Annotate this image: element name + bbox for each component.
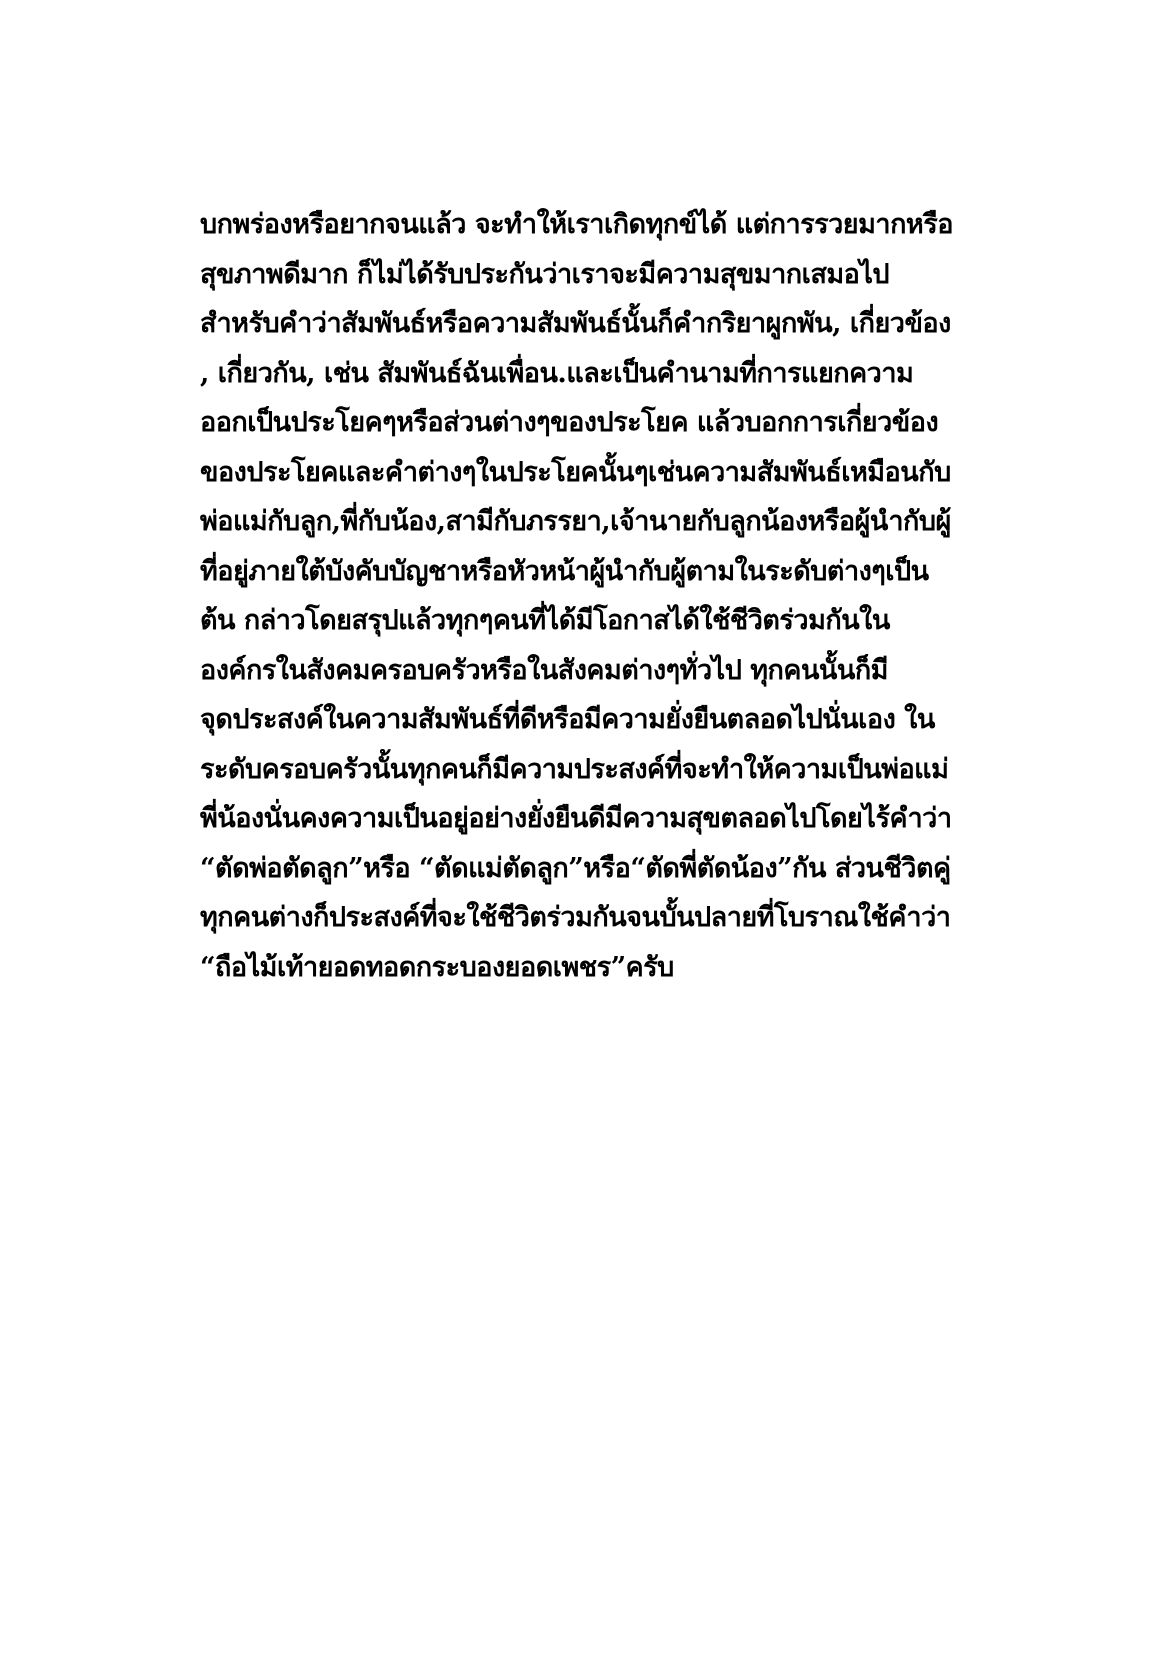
text-line: ระดับครอบครัวนั้นทุกคนก็มีความประสงค์ที่จะทำให้ความเป็นพ่อแม่ bbox=[200, 753, 949, 785]
text-line: ออกเป็นประโยคๆหรือส่วนต่างๆของประโยค แล้วบอกการเกี่ยวข้อง bbox=[200, 407, 939, 438]
text-line: พี่น้องนั่นคงความเป็นอยู่อย่างยั่งยืนดีมีความสุขตลอดไปโดยไร้คำว่า bbox=[200, 803, 952, 834]
text-line: “ถือไม้เท้ายอดทอดกระบองยอดเพชร”ครับ bbox=[200, 951, 674, 983]
text-line: ทุกคนต่างก็ประสงค์ที่จะใช้ชีวิตร่วมกันจนบั้นปลายที่โบราณใช้คำว่า bbox=[200, 902, 951, 933]
text-line: สำหรับคำว่าสัมพันธ์หรือความสัมพันธ์นั้นก็คำกริยาผูกพัน, เกี่ยวข้อง bbox=[200, 308, 951, 339]
text-line: สุขภาพดีมาก ก็ไม่ได้รับประกันว่าเราจะมีความสุขมากเสมอไป bbox=[200, 258, 890, 290]
text-line: บกพร่องหรือยากจนแล้ว จะทำให้เราเกิดทุกข์ได้ แต่การรวยมากหรือ bbox=[200, 209, 953, 240]
text-line: , เกี่ยวกัน, เช่น สัมพันธ์ฉันเพื่อน.และเป็นคำนามที่การแยกความ bbox=[200, 357, 914, 389]
text-line: พ่อแม่กับลูก,พี่กับน้อง,สามีกับภรรยา,เจ้านายกับลูกน้องหรือผู้นำกับผู้ bbox=[200, 506, 951, 537]
text-line: “ตัดพ่อตัดลูก”หรือ “ตัดแม่ตัดลูก”หรือ“ตัดพี่ตัดน้อง”กัน ส่วนชีวิตคู่ bbox=[200, 852, 951, 884]
text-line: ต้น กล่าวโดยสรุปแล้วทุกๆคนที่ได้มีโอกาสได้ใช้ชีวิตร่วมกันใน bbox=[200, 605, 890, 636]
text-line: ของประโยคและคำต่างๆในประโยคนั้นๆเช่นความสัมพันธ์เหมือนกับ bbox=[200, 456, 951, 488]
text-line: องค์กรในสังคมครอบครัวหรือในสังคมต่างๆทั่วไป ทุกคนนั้นก็มี bbox=[200, 654, 888, 686]
text-line: จุดประสงค์ในความสัมพันธ์ที่ดีหรือมีความยั่งยืนตลอดไปนั่นเอง ใน bbox=[200, 704, 935, 735]
body-paragraph bbox=[200, 200, 990, 992]
text-line: ที่อยู่ภายใต้บังคับบัญชาหรือหัวหน้าผู้นำกับผู้ตามในระดับต่างๆเป็น bbox=[200, 555, 929, 587]
